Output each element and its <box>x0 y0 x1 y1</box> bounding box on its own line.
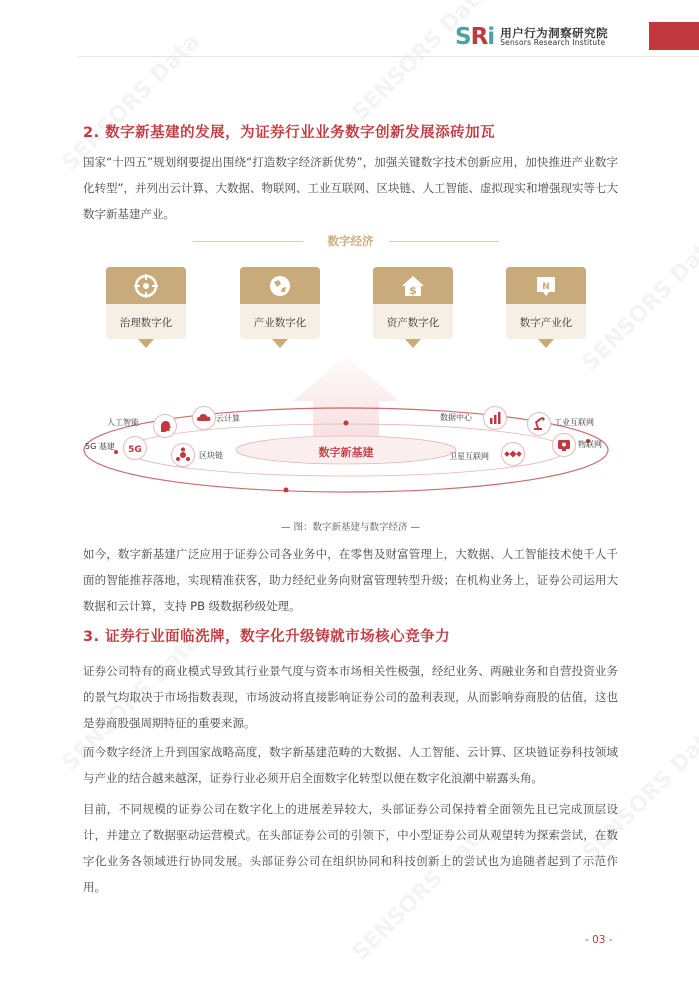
chart-icon <box>483 406 507 430</box>
svg-text:N: N <box>542 282 550 292</box>
digital-infrastructure-diagram <box>83 226 618 536</box>
svg-text:$: $ <box>409 284 417 297</box>
svg-text:5G: 5G <box>128 445 142 455</box>
node-label-blockchain: 区块链 <box>199 451 223 460</box>
logo-text <box>500 27 608 48</box>
economy-title: 数字经济 <box>327 234 374 248</box>
figure-caption: — 图：数字新基建与数字经济 — <box>280 522 421 533</box>
node-label-5g: 5G 基建 <box>85 442 115 451</box>
cloud-icon <box>192 406 216 430</box>
center-label: 数字新基建 <box>318 446 374 459</box>
section-3-paragraph-1: 证券公司特有的商业模式导致其行业景气度与资本市场相关性极强，经纪业务、两融业务和自营投资业务的景气均取决于市场指数表现，市场波动将直接影响证券公司的盈利表现，从而影响券商股的估值，这也是券商股强周期特征的重要来源。 <box>83 664 618 730</box>
card-label: 数字产业化 <box>519 317 573 329</box>
node-label-data-center: 数据中心 <box>440 413 472 422</box>
page-number: - 03 - <box>585 934 613 946</box>
ai-head-icon <box>153 414 177 438</box>
satellite-icon <box>501 442 525 466</box>
node-label-ai: 人工智能 <box>107 418 139 427</box>
header-divider <box>78 56 699 57</box>
node-label-satellite: 卫星互联网 <box>449 452 489 461</box>
node-label-iot: 物联网 <box>578 440 602 449</box>
logo-mark: SRi <box>455 24 495 50</box>
5g-icon <box>123 436 147 460</box>
section-3-heading: 3. 证券行业面临洗牌，数字化升级铸就市场核心竞争力 <box>83 629 451 645</box>
header-accent-tab <box>649 22 699 50</box>
paragraph-after-diagram: 如今，数字新基建广泛应用于证券公司各业务中，在零售及财富管理上，大数据、人工智能技术使千人千面的智能推荐落地，实现精准获客，助力经纪业务向财富管理转型升级；在机构业务上，证券公司运用大数据和云计算，支持 PB 级数据秒级处理。 <box>83 547 618 613</box>
node-label-industrial-internet: 工业互联网 <box>554 418 594 427</box>
watermark <box>348 0 495 126</box>
card-label: 产业数字化 <box>253 317 307 329</box>
section-3-paragraph-3: 目前，不同规模的证券公司在数字化上的进展差异较大，头部证券公司保持着全面领先且已完成顶层设计，并建立了数据驱动运营模式。在头部证券公司的引领下，中小型证券公司从观望转为探索尝试，在数字化业务各领域进行协同发展。头部证券公司在组织协同和科技创新上的尝试也为追随者起到了示范作用。 <box>83 802 618 894</box>
blockchain-icon <box>171 443 195 467</box>
org-name-cn: 用户行为洞察研究院 <box>500 25 609 40</box>
iot-icon <box>552 433 576 457</box>
header-logo <box>455 24 608 50</box>
org-name-en: Sensors Research Institute <box>500 38 606 48</box>
section-2-paragraph: 国家“十四五”规划纲要提出围绕“打造数字经济新优势”，加强关键数字技术创新应用，加快推进产业数字化转型”，并列出云计算、大数据、物联网、工业互联网、区块链、人工智能、虚拟现实和增强现实等七大数字新基建产业。 <box>83 155 618 221</box>
card-label: 治理数字化 <box>119 317 173 329</box>
section-3-paragraph-2: 而今数字经济上升到国家战略高度，数字新基建范畴的大数据、人工智能、云计算、区块链证券科技领域与产业的结合越来越深，证券行业必须开启全面数字化转型以便在数字化浪潮中崭露头角。 <box>83 745 618 785</box>
card-label: 资产数字化 <box>386 317 440 329</box>
node-label-cloud: 云计算 <box>216 414 240 423</box>
section-2-heading: 2. 数字新基建的发展，为证券行业业务数字创新发展添砖加瓦 <box>83 125 496 141</box>
infrastructure-rings <box>83 226 618 516</box>
robot-arm-icon <box>527 412 551 436</box>
